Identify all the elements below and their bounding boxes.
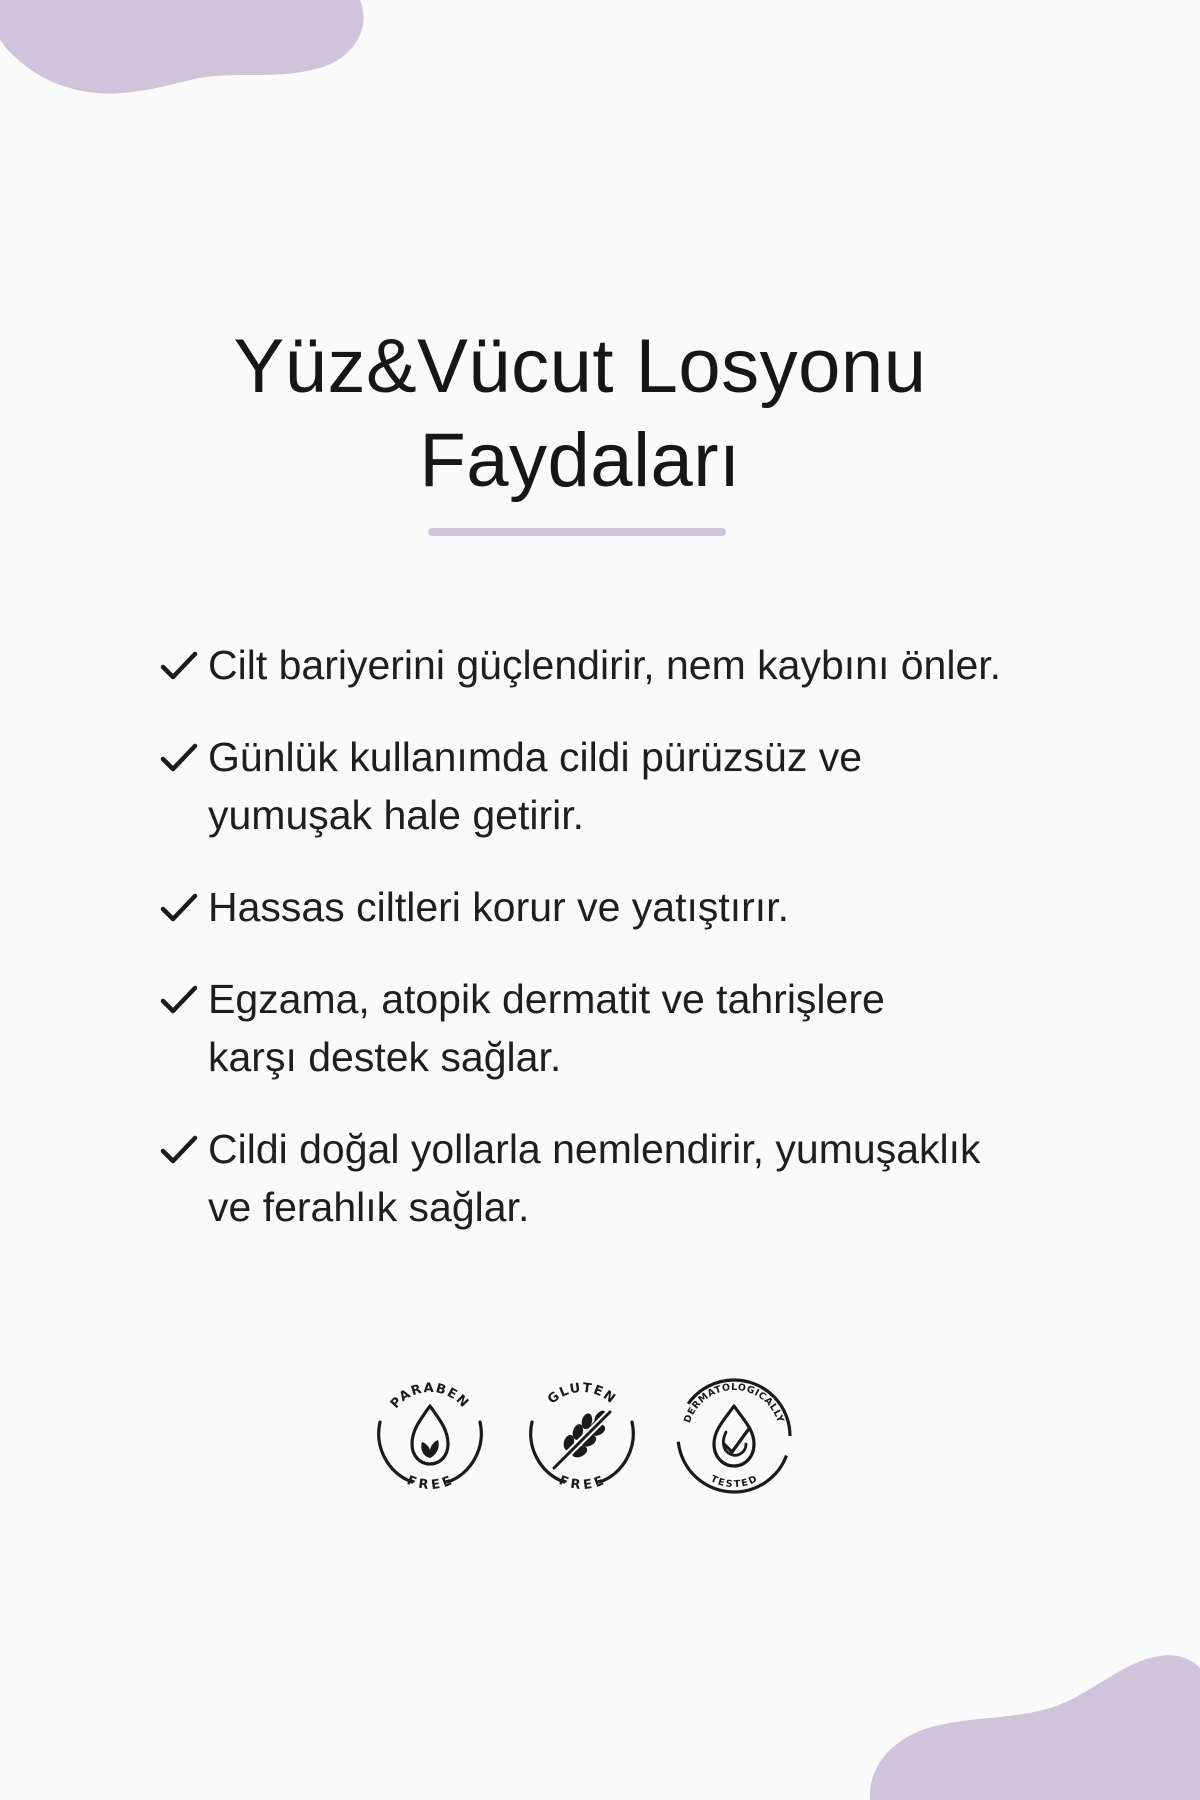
badge-top-text: PARABEN — [387, 1380, 473, 1412]
badge-top-text: GLUTEN — [545, 1380, 619, 1408]
checkmark-icon — [160, 984, 198, 1016]
svg-text:GLUTEN — [545, 1381, 619, 1408]
certification-badges — [362, 1364, 802, 1524]
benefit-item — [160, 1120, 1120, 1236]
page-title — [0, 320, 1200, 508]
benefit-text-line-1: Cildi doğal yollarla nemlendirir, yumuşaklık — [208, 1126, 981, 1172]
benefit-text-line-1: Cilt bariyerini güçlendirir, nem kaybını önler. — [208, 642, 1002, 688]
checkmark-icon — [160, 650, 198, 682]
bottom-right-decorative-blob — [870, 1650, 1200, 1800]
page-title-line-2: Faydaları — [419, 418, 741, 503]
checkmark-icon — [160, 892, 198, 924]
drop-with-check-icon — [714, 1406, 754, 1466]
benefit-item — [160, 728, 1120, 844]
badge-bottom-text: FREE — [404, 1473, 456, 1494]
benefit-text-line-1: Egzama, atopik dermatit ve tahrişlere — [208, 976, 885, 1022]
benefit-text-line-2: ve ferahlık sağlar. — [208, 1184, 530, 1230]
benefits-list — [160, 636, 1120, 1270]
checkmark-icon — [160, 742, 198, 774]
page-title-line-1: Yüz&Vücut Losyonu — [233, 324, 927, 409]
benefit-item — [160, 636, 1120, 694]
benefit-item — [160, 970, 1120, 1086]
svg-text:DERMATOLOGICALLY — [682, 1382, 786, 1425]
svg-text:FREE — [557, 1473, 608, 1493]
drop-with-leaf-icon — [412, 1406, 448, 1464]
benefit-text-line-2: karşı destek sağlar. — [208, 1034, 562, 1080]
badge-bottom-text: TESTED — [708, 1473, 760, 1491]
benefit-text-line-2: yumuşak hale getirir. — [208, 792, 585, 838]
badge-top-text: DERMATOLOGICALLY — [682, 1381, 786, 1425]
benefit-text-line-1: Hassas ciltleri korur ve yatıştırır. — [208, 884, 789, 930]
dermatologically-tested-badge — [666, 1364, 802, 1500]
checkmark-icon — [160, 1134, 198, 1166]
paraben-free-badge — [362, 1364, 498, 1500]
svg-text:FREE — [405, 1473, 456, 1493]
benefit-text-line-1: Günlük kullanımda cildi pürüzsüz ve — [208, 734, 863, 780]
badge-bottom-text: FREE — [556, 1473, 608, 1494]
top-left-decorative-blob — [0, 0, 370, 110]
benefit-item — [160, 878, 1120, 936]
title-underline — [428, 528, 726, 536]
gluten-free-badge — [514, 1364, 650, 1500]
